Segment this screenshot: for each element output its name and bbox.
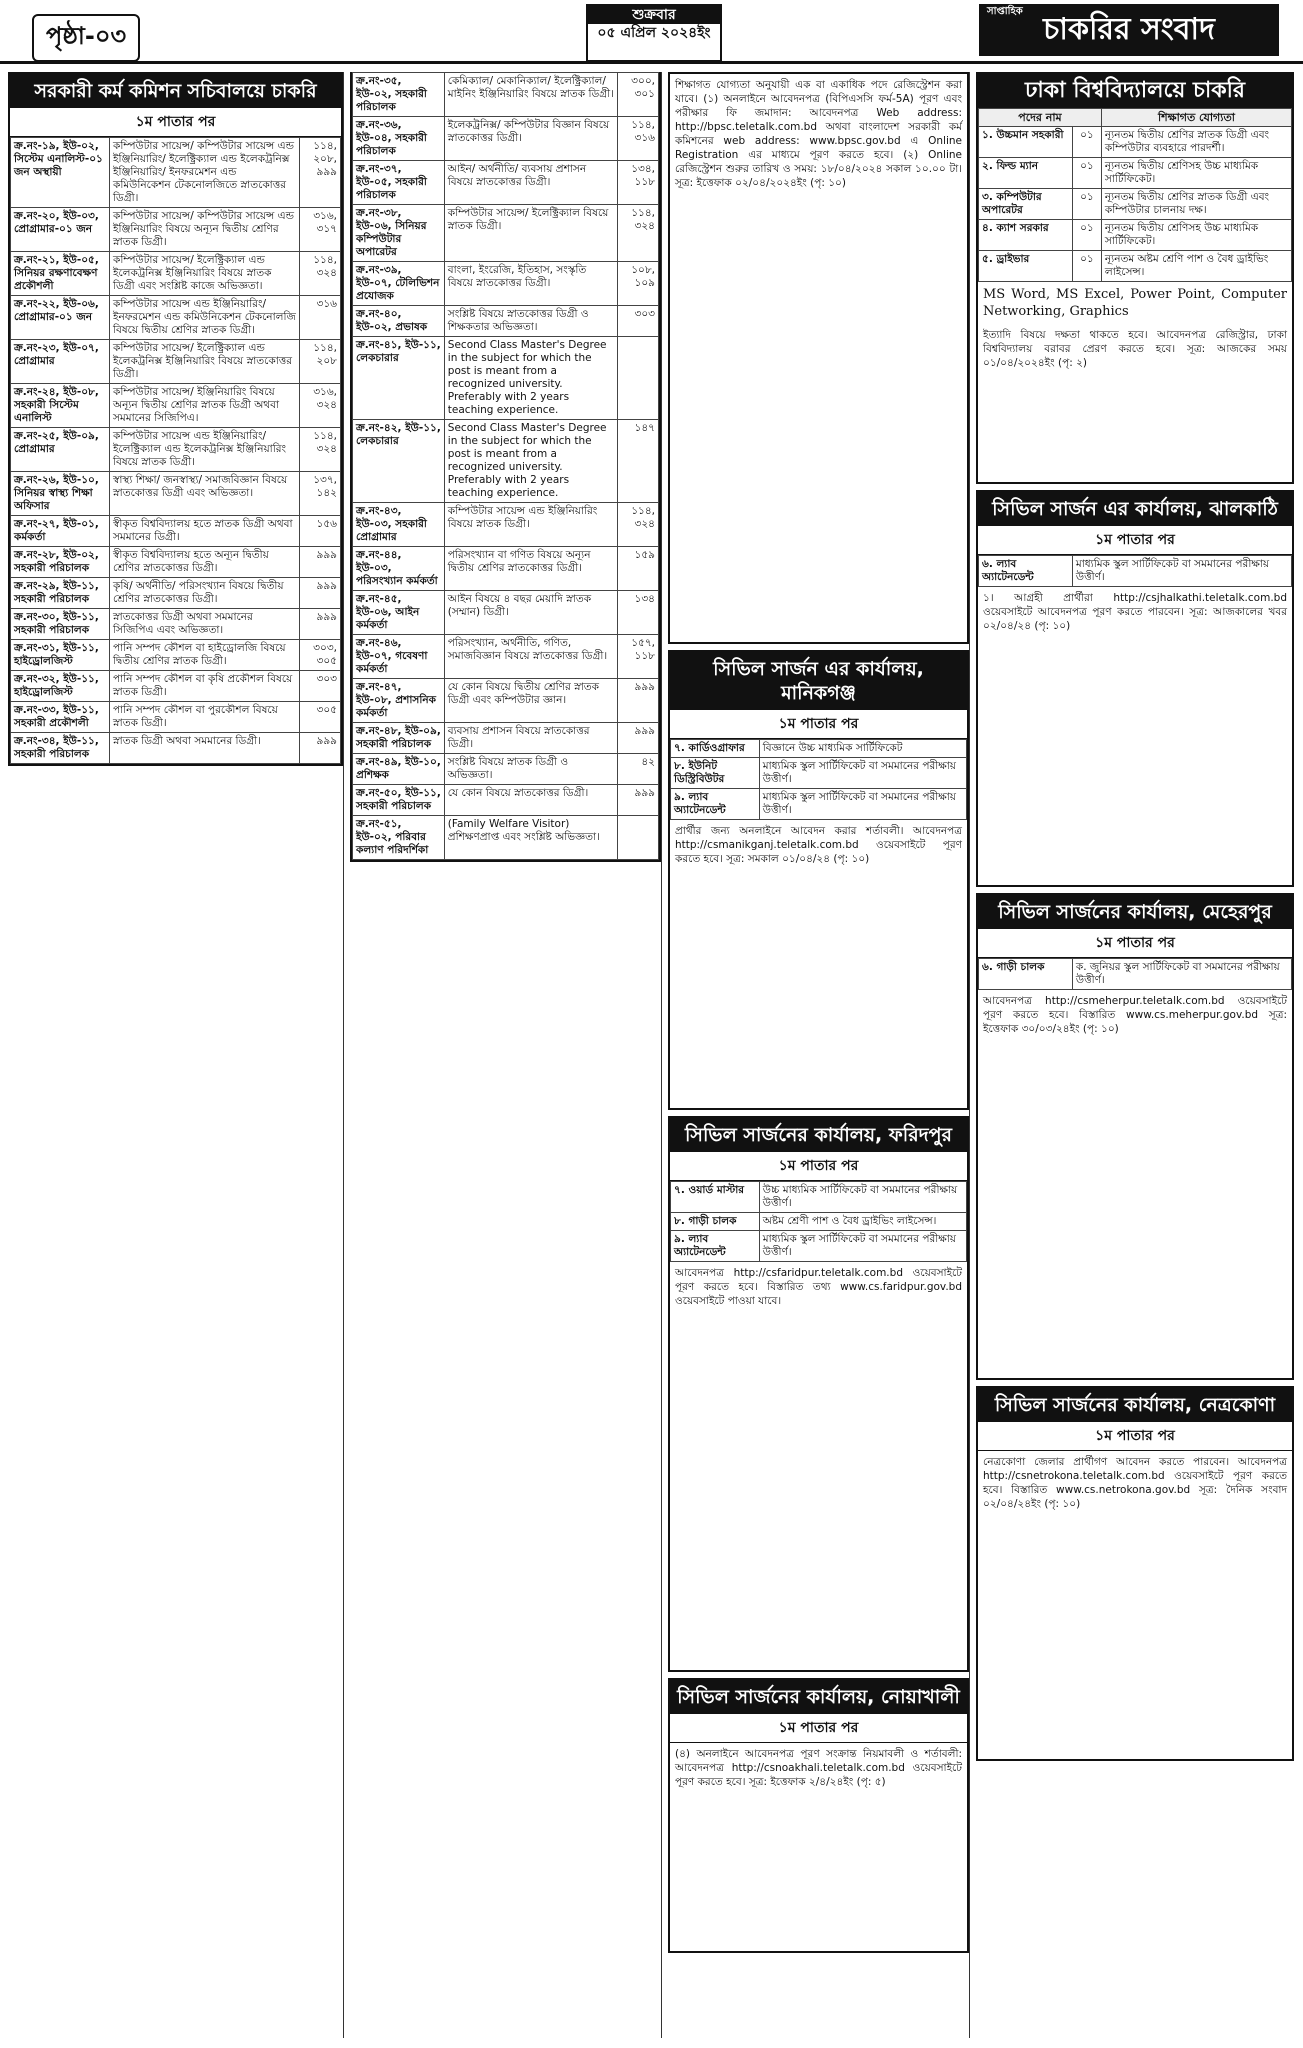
- table-row: [11, 733, 341, 764]
- faridpur-section: [668, 1116, 969, 1672]
- table-row: [11, 472, 341, 516]
- post-name: ক্র.নং-২০, ইউ-০৩, প্রোগ্রামার-০১ জন: [11, 208, 110, 252]
- jobs-table: [978, 958, 1292, 990]
- post-name: ক্র.নং-২৫, ইউ-০৯, প্রোগ্রামার: [11, 428, 110, 472]
- section-title: সিভিল সার্জন এর কার্যালয়, মানিকগঞ্জ: [670, 652, 967, 710]
- subject-code: ৪২: [618, 754, 659, 785]
- table-row: [979, 189, 1292, 220]
- subject-code: ১৫৬: [300, 516, 341, 547]
- qualification: কম্পিউটার সায়েন্স এন্ড ইঞ্জিনিয়ারিং/ ইলেক্ট্রিক্যাল এন্ড ইলেকট্রনিক্স ইঞ্জিনিয়ারিং বিষয়ে স্নাতক ডিগ্রী।: [110, 428, 300, 472]
- qualification: বিজ্ঞানে উচ্চ মাধ্যমিক সার্টিফিকেট: [759, 740, 966, 758]
- table-row: [979, 251, 1292, 282]
- table-row: [671, 1213, 967, 1231]
- table-row: [353, 73, 659, 117]
- brand-logo: [979, 4, 1279, 56]
- post-name: ক্র.নং-৫১, ইউ-০২, পরিবার কল্যাণ পরিদর্শিকা: [353, 816, 445, 860]
- qualification: ন্যূনতম দ্বিতীয় শ্রেণিসহ উচ্চ মাধ্যমিক সার্টিফিকেট।: [1101, 220, 1291, 251]
- post-name: ক্র.নং-৩২, ইউ-১১, হাইড্রোলজিস্ট: [11, 671, 110, 702]
- qualification: মাধ্যমিক স্কুল সার্টিফিকেট বা সমমানের পরীক্ষায় উত্তীর্ণ।: [759, 758, 966, 789]
- table-row: [353, 117, 659, 161]
- manikganj-section: [668, 650, 969, 1110]
- jhalokathi-section: [976, 490, 1294, 887]
- post-count: ০১: [1072, 189, 1101, 220]
- post-name: ৬. ল্যাব অ্যাটেনডেন্ট: [979, 556, 1073, 587]
- table-row: [671, 789, 967, 820]
- table-row: [979, 127, 1292, 158]
- table-row: [353, 679, 659, 723]
- jobs-table: [978, 108, 1292, 282]
- subject-code: ৯৯৯: [300, 578, 341, 609]
- subject-code: ৩০৩: [300, 671, 341, 702]
- qualification: ন্যূনতম অষ্টম শ্রেণি পাশ ও বৈধ ড্রাইভিং লাইসেন্স।: [1101, 251, 1291, 282]
- post-name: ক্র.নং-২৯, ইউ-১১, সহকারী পরিচালক: [11, 578, 110, 609]
- subject-code: ৯৯৯: [618, 785, 659, 816]
- section-title: সিভিল সার্জনের কার্যালয়, ফরিদপুর: [670, 1118, 967, 1152]
- qualification: Second Class Master's Degree in the subject for which the post is meant from a recognized university. Preferably with 2 years teaching experience.: [444, 420, 617, 503]
- subject-code: ১৪৭: [618, 420, 659, 503]
- page-header: [0, 0, 1303, 64]
- qualification: সংশ্লিষ্ট বিষয়ে স্নাতক ডিগ্রী ও অভিজ্ঞতা।: [444, 754, 617, 785]
- post-name: ৮. ইউনিট ডিস্ট্রিবিউটর: [671, 758, 760, 789]
- post-name: ক্র.নং-৩৪, ইউ-১১, সহকারী পরিচালক: [11, 733, 110, 764]
- qualification: Second Class Master's Degree in the subject for which the post is meant from a recognized university. Preferably with 2 years teaching experience.: [444, 337, 617, 420]
- post-name: ক্র.নং-২২, ইউ-০৬, প্রোগ্রামার-০১ জন: [11, 296, 110, 340]
- table-row: [353, 262, 659, 306]
- table-row: [979, 556, 1292, 587]
- table-row: [11, 516, 341, 547]
- section-title: সিভিল সার্জনের কার্যালয়, মেহেরপুর: [978, 895, 1292, 929]
- dhaka-university-section: [976, 72, 1294, 484]
- post-name: ক্র.নং-২৪, ইউ-০৮, সহকারী সিস্টেম এনালিস্ট: [11, 384, 110, 428]
- post-name: ১. উচ্চমান সহকারী: [979, 127, 1073, 158]
- issue-day: শুক্রবার: [588, 6, 720, 24]
- jobs-table: [670, 739, 967, 820]
- netrokona-section: [976, 1386, 1294, 1761]
- qualification: ন্যূনতম দ্বিতীয় শ্রেণিসহ উচ্চ মাধ্যমিক সার্টিফিকেট।: [1101, 158, 1291, 189]
- qualification: আইন/ অর্থনীতি/ ব্যবসায় প্রশাসন বিষয়ে স্নাতকোত্তর ডিগ্রী।: [444, 161, 617, 205]
- brand-small: সাপ্তাহিক: [987, 6, 1023, 17]
- qualification: কম্পিউটার সায়েন্স/ ইঞ্জিনিয়ারিং বিষয়ে অন্যূন দ্বিতীয় শ্রেণির স্নাতক ডিগ্রী অথবা সমমানের সিজিপিএ।: [110, 384, 300, 428]
- issue-date: [586, 4, 722, 62]
- table-row: [11, 609, 341, 640]
- table-row: [353, 816, 659, 860]
- post-name: ক্র.নং-৩৯, ইউ-০৭, টেলিভিশন প্রযোজক: [353, 262, 445, 306]
- skills-english: MS Word, MS Excel, Power Point, Computer Networking, Graphics: [983, 287, 1287, 319]
- post-name: ক্র.নং-৪৬, ইউ-০৭, গবেষণা কর্মকর্তা: [353, 635, 445, 679]
- post-name: ক্র.নং-৪৯, ইউ-১০, প্রশিক্ষক: [353, 754, 445, 785]
- post-name: ৮. গাড়ী চালক: [671, 1213, 760, 1231]
- post-count: ০১: [1072, 158, 1101, 189]
- table-row: [11, 138, 341, 208]
- post-name: ক্র.নং-৪৫, ইউ-০৬, আইন কর্মকর্তা: [353, 591, 445, 635]
- qualification: কম্পিউটার সায়েন্স/ ইলেক্ট্রিক্যাল বিষয়ে স্নাতক ডিগ্রী।: [444, 205, 617, 262]
- header-post: পদের নাম: [979, 109, 1102, 127]
- post-name: ক্র.নং-৪২, ইউ-১১, লেকচারার: [353, 420, 445, 503]
- post-count: ০১: [1072, 127, 1101, 158]
- section-subtitle: ১ম পাতার পর: [978, 1422, 1292, 1451]
- post-name: ক্র.নং-৩০, ইউ-১১, সহকারী পরিচালক: [11, 609, 110, 640]
- subject-code: ১৩৭, ১৪২: [300, 472, 341, 516]
- subject-code: ৩১৬: [300, 296, 341, 340]
- qualification: পানি সম্পদ কৌশল বা কৃষি প্রকৌশল বিষয়ে স্নাতক ডিগ্রী।: [110, 671, 300, 702]
- section-text: ইত্যাদি বিষয়ে দক্ষতা থাকতে হবে। আবেদনপত্র রেজিস্ট্রার, ঢাকা বিশ্ববিদ্যালয় বরাবর প্রেরণ করতে হবে। সূত্র: আজকের সময় ০১/০৪/২০২৪ইং (পৃ: ২): [983, 329, 1287, 369]
- subject-code: ৩১৬, ৩২৪: [300, 384, 341, 428]
- subject-code: ৩০০, ৩০১: [618, 73, 659, 117]
- qualification: ন্যূনতম দ্বিতীয় শ্রেণির স্নাতক ডিগ্রী এবং কম্পিউটার ব্যবহারে পারদর্শী।: [1101, 127, 1291, 158]
- qualification: স্বাস্থ্য শিক্ষা/ জনস্বাস্থ্য/ সমাজবিজ্ঞান বিষয়ে স্নাতকোত্তর ডিগ্রী এবং অভিজ্ঞতা।: [110, 472, 300, 516]
- header-qualification: শিক্ষাগত যোগ্যতা: [1101, 109, 1291, 127]
- subject-code: ১০৮, ১০৯: [618, 262, 659, 306]
- section-text: ১। আগ্রহী প্রার্থীরা http://csjhalkathi.teletalk.com.bd ওয়েবসাইটে আবেদনপত্র পূরণ করতে পারবেন। সূত্র: আজকালের খবর ০২/০৪/২৪ (পৃ: ১০): [983, 592, 1287, 632]
- subject-code: ১৩৪, ১১৮: [618, 161, 659, 205]
- qualification: আইন বিষয়ে ৪ বছর মেয়াদি স্নাতক (সম্মান) ডিগ্রী।: [444, 591, 617, 635]
- meherpur-section: [976, 893, 1294, 1380]
- table-row: [11, 671, 341, 702]
- bpsc-section-cont: [350, 72, 661, 862]
- jobs-table: [10, 137, 341, 764]
- qualification: (Family Welfare Visitor) প্রশিক্ষণপ্রাপ্ত এবং সংশ্লিষ্ট অভিজ্ঞতা।: [444, 816, 617, 860]
- subject-code: ১১৪, ২০৮: [300, 340, 341, 384]
- jobs-table: [978, 555, 1292, 587]
- post-name: ৯. ল্যাব অ্যাটেনডেন্ট: [671, 1231, 760, 1262]
- qualification: কম্পিউটার সায়েন্স/ কম্পিউটার সায়েন্স এন্ড ইঞ্জিনিয়ারিং বিষয়ে অন্যূন দ্বিতীয় শ্রেণির স্নাতক ডিগ্রী।: [110, 208, 300, 252]
- table-row: [353, 635, 659, 679]
- qualification: কেমিক্যাল/ মেকানিক্যাল/ ইলেক্ট্রিক্যাল/ মাইনিং ইঞ্জিনিয়ারিং বিষয়ে স্নাতক ডিগ্রী।: [444, 73, 617, 117]
- column-4: [976, 72, 1294, 2038]
- qualification: স্বীকৃত বিশ্ববিদ্যালয় হতে স্নাতক ডিগ্রী অথবা সমমানের ডিগ্রী।: [110, 516, 300, 547]
- subject-code: ৩০৩, ৩০৫: [300, 640, 341, 671]
- subject-code: ৩১৬, ৩১৭: [300, 208, 341, 252]
- post-name: ৩. কম্পিউটার অপারেটর: [979, 189, 1073, 220]
- subject-code: ৯৯৯: [300, 733, 341, 764]
- post-name: ক্র.নং-৩৭, ইউ-০৫, সহকারী পরিচালক: [353, 161, 445, 205]
- table-row: [353, 754, 659, 785]
- subject-code: ১৫৭, ১১৮: [618, 635, 659, 679]
- post-count: ০১: [1072, 251, 1101, 282]
- table-row: [353, 161, 659, 205]
- post-name: ক্র.নং-২৬, ইউ-১০, সিনিয়র স্বাস্থ্য শিক্ষা অফিসার: [11, 472, 110, 516]
- subject-code: [618, 337, 659, 420]
- section-text: আবেদনপত্র http://csfaridpur.teletalk.com.bd ওয়েবসাইটে পূরণ করতে হবে। বিস্তারিত তথ্য www.cs.faridpur.gov.bd ওয়েবসাইটে পাওয়া যাবে।: [675, 1267, 962, 1307]
- qualification: পানি সম্পদ কৌশল বা হাইড্রোলজি বিষয়ে দ্বিতীয় শ্রেণির স্নাতক ডিগ্রী।: [110, 640, 300, 671]
- qualification: কৃষি/ অর্থনীতি/ পরিসংখ্যান বিষয়ে দ্বিতীয় শ্রেণির স্নাতকোত্তর ডিগ্রী।: [110, 578, 300, 609]
- qualification: মাধ্যমিক স্কুল সার্টিফিকেট বা সমমানের পরীক্ষায় উত্তীর্ণ।: [759, 789, 966, 820]
- subject-code: ১১৪, ৩২৪: [618, 205, 659, 262]
- table-row: [671, 740, 967, 758]
- qualification: পরিসংখ্যান বা গণিত বিষয়ে অন্যূন দ্বিতীয় শ্রেণির স্নাতকোত্তর ডিগ্রী।: [444, 547, 617, 591]
- qualification: ইলেকট্রনিক্স/ কম্পিউটার বিজ্ঞান বিষয়ে স্নাতকোত্তর ডিগ্রী।: [444, 117, 617, 161]
- qualification: পরিসংখ্যান, অর্থনীতি, গণিত, সমাজবিজ্ঞান বিষয়ে স্নাতকোত্তর ডিগ্রী।: [444, 635, 617, 679]
- post-name: ক্র.নং-২৭, ইউ-০১, কর্মকর্তা: [11, 516, 110, 547]
- column-1: [8, 72, 344, 2038]
- subject-code: ১৫৯: [618, 547, 659, 591]
- qualification: মাধ্যমিক স্কুল সার্টিফিকেট বা সমমানের পরীক্ষায় উত্তীর্ণ।: [759, 1231, 966, 1262]
- post-name: ক্র.নং-৪৩, ইউ-০৩, সহকারী প্রোগ্রামার: [353, 503, 445, 547]
- table-row: [11, 208, 341, 252]
- qualification: স্নাতক ডিগ্রী অথবা সমমানের ডিগ্রী।: [110, 733, 300, 764]
- instructions-text: শিক্ষাগত যোগ্যতা অনুযায়ী এক বা একাধিক পদে রেজিস্ট্রেশন করা যাবে। (১) অনলাইনে আবেদনপত্র (বিপিএসসি ফর্ম-5A) পূরণ এবং পরীক্ষার ফি জমাদান: আবেদনপত্র Web address: http://bpsc.teletalk.com.bd অথবা বাংলাদেশ সরকারী কর্ম কমিশনের web address: www.bpsc.gov.bd এ Online Registration এর মাধ্যমে পূরণ করতে হবে। (২) Online রেজিস্ট্রেশন শুরুর তারিখ ও সময়: ১৮/০৪/২০২৪ সকাল ১০.০০ টা। সূত্র: ইত্তেফাক ০২/০৪/২০২৪ইং (পৃ: ১০): [675, 79, 962, 189]
- table-row: [353, 306, 659, 337]
- table-row: [671, 1182, 967, 1213]
- post-name: ক্র.নং-৫০, ইউ-১১, সহকারী পরিচালক: [353, 785, 445, 816]
- table-row: [979, 220, 1292, 251]
- noakhali-section: [668, 1678, 969, 1953]
- qualification: অষ্টম শ্রেণী পাশ ও বৈধ ড্রাইভিং লাইসেন্স।: [759, 1213, 966, 1231]
- table-row: [11, 702, 341, 733]
- post-name: ৬. গাড়ী চালক: [979, 959, 1073, 990]
- subject-code: ১১৪, ২০৮, ৯৯৯: [300, 138, 341, 208]
- post-name: ক্র.নং-৪১, ইউ-১১, লেকচারার: [353, 337, 445, 420]
- table-row: [979, 158, 1292, 189]
- subject-code: [618, 816, 659, 860]
- qualification: কম্পিউটার সায়েন্স/ কম্পিউটার সায়েন্স এন্ড ইঞ্জিনিয়ারিং/ ইলেক্ট্রিক্যাল এন্ড ইলেকট্রনিক্স ইঞ্জিনিয়ারিং/ ইনফরমেশন এন্ড কমিউনিকেশন টেকনোলজিতে স্নাতকোত্তর ডিগ্রী।: [110, 138, 300, 208]
- post-name: ক্র.নং-৩৫, ইউ-০২, সহকারী পরিচালক: [353, 73, 445, 117]
- post-name: ক্র.নং-২৮, ইউ-০২, সহকারী পরিচালক: [11, 547, 110, 578]
- table-row: [11, 252, 341, 296]
- brand-name: চাকরির সংবাদ: [1043, 12, 1215, 47]
- post-name: ক্র.নং-২১, ইউ-০৫, সিনিয়র রক্ষণাবেক্ষণ প্রকৌশলী: [11, 252, 110, 296]
- qualification: বাংলা, ইংরেজি, ইতিহাস, সংস্কৃতি বিষয়ে স্নাতকোত্তর ডিগ্রী।: [444, 262, 617, 306]
- qualification: স্বীকৃত বিশ্ববিদ্যালয় হতে অন্যূন দ্বিতীয় শ্রেণির স্নাতকোত্তর ডিগ্রী।: [110, 547, 300, 578]
- table-row: [11, 384, 341, 428]
- section-title: সিভিল সার্জনের কার্যালয়, নোয়াখালী: [670, 1680, 967, 1714]
- table-row: [353, 337, 659, 420]
- page-number: পৃষ্ঠা-০৩: [32, 14, 140, 62]
- post-name: ২. ফিল্ড ম্যান: [979, 158, 1073, 189]
- section-text: (৪) অনলাইনে আবেদনপত্র পূরণ সংক্রান্ত নিয়মাবলী ও শর্তাবলী: আবেদনপত্র http://csnoakhali.teletalk.com.bd ওয়েবসাইটে পূরণ করতে হবে। সূত্র: ইত্তেফাক ২/৪/২৪ইং (পৃ: ৫): [675, 1748, 962, 1788]
- qualification: কম্পিউটার সায়েন্স/ ইলেক্ট্রিক্যাল এন্ড ইলেকট্রনিক্স ইঞ্জিনিয়ারিং বিষয়ে স্নাতক ডিগ্রী এবং সংশ্লিষ্ট কাজে অভিজ্ঞতা।: [110, 252, 300, 296]
- subject-code: ৯৯৯: [300, 547, 341, 578]
- table-row: [353, 547, 659, 591]
- section-title: সরকারী কর্ম কমিশন সচিবালয়ে চাকরি: [10, 74, 341, 108]
- qualification: উচ্চ মাধ্যমিক সার্টিফিকেট বা সমমানের পরীক্ষায় উত্তীর্ণ।: [759, 1182, 966, 1213]
- subject-code: ১১৪, ৩১৬: [618, 117, 659, 161]
- section-subtitle: ১ম পাতার পর: [978, 929, 1292, 958]
- section-subtitle: ১ম পাতার পর: [670, 710, 967, 739]
- jobs-table: [352, 72, 659, 860]
- table-row: [11, 578, 341, 609]
- qualification: কম্পিউটার সায়েন্স এন্ড ইঞ্জিনিয়ারিং/ ইনফরমেশন এন্ড কমিউনিকেশন টেকনোলজি বিষয়ে দ্বিতীয় শ্রেণির স্নাতক ডিগ্রী।: [110, 296, 300, 340]
- column-2: [350, 72, 662, 2038]
- qualification: স্নাতকোত্তর ডিগ্রী অথবা সমমানের সিজিপিএ এবং অভিজ্ঞতা।: [110, 609, 300, 640]
- jobs-table: [670, 1181, 967, 1262]
- post-name: ক্র.নং-৪০, ইউ-০২, প্রভাষক: [353, 306, 445, 337]
- post-name: ক্র.নং-৩১, ইউ-১১, হাইড্রোলজিস্ট: [11, 640, 110, 671]
- table-row: [11, 640, 341, 671]
- section-text: আবেদনপত্র http://csmeherpur.teletalk.com.bd ওয়েবসাইটে পূরণ করতে হবে। বিস্তারিত www.cs.meherpur.gov.bd সূত্র: ইত্তেফাক ৩০/০৩/২৪ইং (পৃ: ১০): [983, 995, 1287, 1035]
- post-name: ৯. ল্যাব অ্যাটেনডেন্ট: [671, 789, 760, 820]
- qualification: পানি সম্পদ কৌশল বা পুরকৌশল বিষয়ে স্নাতক ডিগ্রী।: [110, 702, 300, 733]
- table-row: [353, 785, 659, 816]
- qualification: কম্পিউটার সায়েন্স/ ইলেক্ট্রিক্যাল এন্ড ইলেকট্রনিক্স ইঞ্জিনিয়ারিং বিষয়ে স্নাতকোত্তর ডিগ্রী।: [110, 340, 300, 384]
- qualification: ক. জুনিয়র স্কুল সার্টিফিকেট বা সমমানের পরীক্ষায় উত্তীর্ণ।: [1072, 959, 1291, 990]
- post-name: ৪. ক্যাশ সরকার: [979, 220, 1073, 251]
- post-name: ক্র.নং-৩৬, ইউ-০৪, সহকারী পরিচালক: [353, 117, 445, 161]
- subject-code: ১১৪, ৩২৪: [300, 428, 341, 472]
- subject-code: ১১৪, ৩২৪: [618, 503, 659, 547]
- table-row: [353, 503, 659, 547]
- section-title: সিভিল সার্জন এর কার্যালয়, ঝালকাঠি: [978, 492, 1292, 526]
- subject-code: ৩০৩: [618, 306, 659, 337]
- section-subtitle: ১ম পাতার পর: [670, 1714, 967, 1743]
- qualification: যে কোন বিষয়ে দ্বিতীয় শ্রেণির স্নাতক ডিগ্রী এবং কম্পিউটার জ্ঞান।: [444, 679, 617, 723]
- column-3: [668, 72, 970, 2038]
- section-subtitle: ১ম পাতার পর: [670, 1152, 967, 1181]
- qualification: কম্পিউটার সায়েন্স এন্ড ইঞ্জিনিয়ারিং বিষয়ে স্নাতক ডিগ্রী।: [444, 503, 617, 547]
- post-name: ক্র.নং-৪৭, ইউ-০৮, প্রশাসনিক কর্মকর্তা: [353, 679, 445, 723]
- qualification: সংশ্লিষ্ট বিষয়ে স্নাতকোত্তর ডিগ্রী ও শিক্ষকতার অভিজ্ঞতা।: [444, 306, 617, 337]
- section-title: ঢাকা বিশ্ববিদ্যালয়ে চাকরি: [978, 74, 1292, 108]
- table-row: [353, 205, 659, 262]
- section-title: সিভিল সার্জনের কার্যালয়, নেত্রকোণা: [978, 1388, 1292, 1422]
- table-row: [671, 758, 967, 789]
- post-name: ক্র.নং-৩৩, ইউ-১১, সহকারী প্রকৌশলী: [11, 702, 110, 733]
- post-name: ক্র.নং-১৯, ইউ-০২, সিস্টেম এনালিস্ট-০১ জন অস্থায়ী: [11, 138, 110, 208]
- section-text: প্রার্থীর জন্য অনলাইনে আবেদন করার শর্তাবলী। আবেদনপত্র http://csmanikganj.teletalk.com.bd ওয়েবসাইটে পূরণ করতে হবে। সূত্র: সমকাল ০১/০৪/২৪ (পৃ: ১০): [675, 825, 962, 865]
- subject-code: ১১৪, ৩২৪: [300, 252, 341, 296]
- post-name: ক্র.নং-৩৮, ইউ-০৬, সিনিয়র কম্পিউটার অপারেটর: [353, 205, 445, 262]
- table-row: [11, 340, 341, 384]
- table-row: [353, 591, 659, 635]
- post-name: ৭. কার্ডিওগ্রাফার: [671, 740, 760, 758]
- subject-code: ৯৯৯: [618, 723, 659, 754]
- post-count: ০১: [1072, 220, 1101, 251]
- subject-code: ১৩৪: [618, 591, 659, 635]
- post-name: ক্র.নং-২৩, ইউ-০৭, প্রোগ্রামার: [11, 340, 110, 384]
- section-text: নেত্রকোণা জেলার প্রার্থীগণ আবেদন করতে পারবেন। আবেদনপত্র http://csnetrokona.teletalk.com.bd ওয়েবসাইটে পূরণ করতে হবে। বিস্তারিত www.cs.netrokona.gov.bd সূত্র: দৈনিক সংবাদ ০২/০৪/২৪ইং (পৃ: ১০): [983, 1456, 1287, 1510]
- qualification: মাধ্যমিক স্কুল সার্টিফিকেট বা সমমানের পরীক্ষায় উত্তীর্ণ।: [1072, 556, 1291, 587]
- qualification: ব্যবসায় প্রশাসন বিষয়ে স্নাতকোত্তর ডিগ্রী।: [444, 723, 617, 754]
- table-row: [979, 959, 1292, 990]
- post-name: ৫. ড্রাইভার: [979, 251, 1073, 282]
- subject-code: ৯৯৯: [618, 679, 659, 723]
- qualification: ন্যূনতম দ্বিতীয় শ্রেণির স্নাতক ডিগ্রী এবং কম্পিউটার চালনায় দক্ষ।: [1101, 189, 1291, 220]
- bpsc-section: [8, 72, 343, 766]
- table-row: [11, 547, 341, 578]
- section-subtitle: ১ম পাতার পর: [978, 526, 1292, 555]
- issue-date-text: ০৫ এপ্রিল ২০২৪ইং: [597, 25, 711, 41]
- qualification: যে কোন বিষয়ে স্নাতকোত্তর ডিগ্রী।: [444, 785, 617, 816]
- post-name: ক্র.নং-৪৪, ইউ-০৩, পরিসংখ্যান কর্মকর্তা: [353, 547, 445, 591]
- post-name: ক্র.নং-৪৮, ইউ-০৯, সহকারী পরিচালক: [353, 723, 445, 754]
- bpsc-instructions: [668, 72, 969, 644]
- subject-code: ৯৯৯: [300, 609, 341, 640]
- subject-code: ৩০৫: [300, 702, 341, 733]
- table-row: [11, 296, 341, 340]
- table-row: [353, 723, 659, 754]
- table-row: [671, 1231, 967, 1262]
- post-name: ৭. ওয়ার্ড মাস্টার: [671, 1182, 760, 1213]
- table-row: [353, 420, 659, 503]
- section-subtitle: ১ম পাতার পর: [10, 108, 341, 137]
- table-row: [11, 428, 341, 472]
